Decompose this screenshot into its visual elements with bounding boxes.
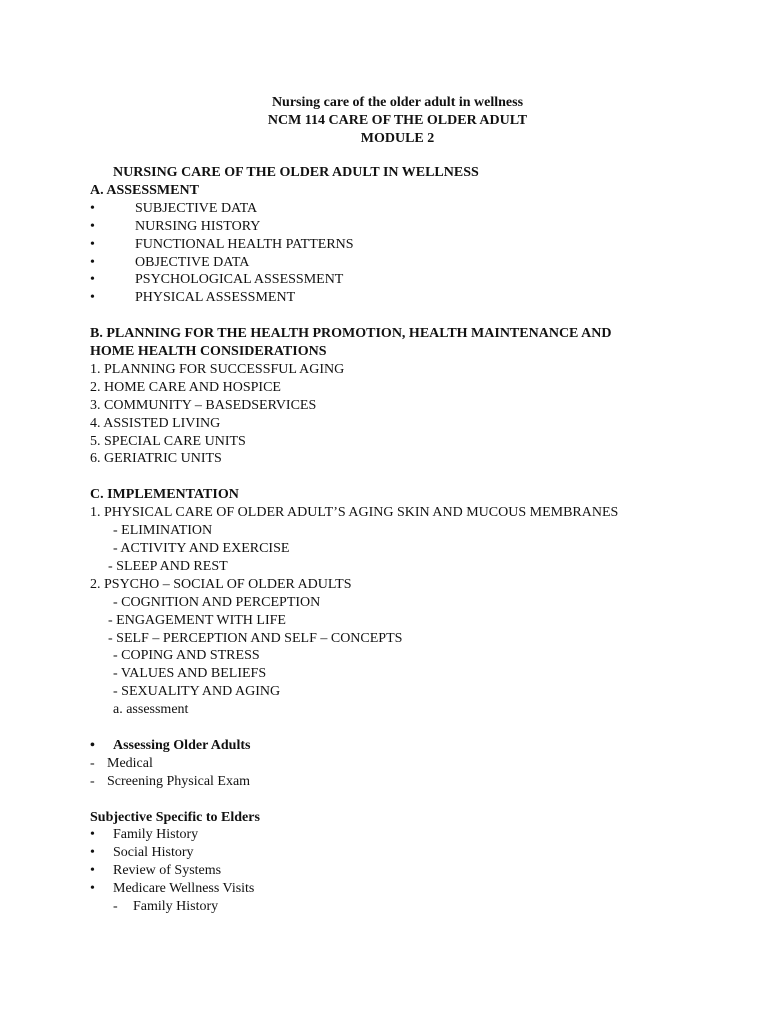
assessing-heading	[90, 737, 750, 755]
header-line-3: MODULE 2	[360, 131, 435, 146]
list-item-text: PSYCHOLOGICAL ASSESSMENT	[135, 272, 344, 288]
list-item-text: OBJECTIVE DATA	[135, 254, 250, 270]
list-item: 1. PLANNING FOR SUCCESSFUL AGING	[90, 361, 345, 377]
dash-marker: -	[113, 899, 118, 915]
list-item-text: Medicare Wellness Visits	[113, 881, 255, 897]
list-item-text: Medical	[107, 755, 153, 771]
sub-list-item: - ACTIVITY AND EXERCISE	[113, 541, 290, 556]
spacer	[90, 468, 750, 486]
dash-marker: -	[90, 773, 95, 789]
document-header	[0, 94, 768, 148]
document-body	[90, 164, 750, 916]
bullet-marker: •	[90, 236, 95, 252]
bullet-marker: •	[90, 272, 95, 288]
list-item-text: FUNCTIONAL HEALTH PATTERNS	[135, 236, 354, 252]
spacer	[90, 307, 750, 325]
list-item: 4. ASSISTED LIVING	[90, 415, 221, 431]
sub-list-item: - SEXUALITY AND AGING	[113, 684, 281, 700]
sub-list-item: - COPING AND STRESS	[113, 648, 260, 664]
list-item	[90, 826, 750, 844]
list-item-text: Family History	[133, 899, 219, 915]
list-item: 2. PSYCHO – SOCIAL OF OLDER ADULTS	[90, 576, 352, 592]
dash-marker: -	[90, 755, 95, 771]
list-item-text: SUBJECTIVE DATA	[135, 200, 258, 216]
list-item	[90, 862, 750, 880]
list-item-text: Review of Systems	[113, 863, 222, 879]
section-c-title: C. IMPLEMENTATION	[90, 487, 239, 503]
list-item	[90, 254, 750, 272]
bullet-marker: •	[90, 200, 95, 216]
list-item-text: PHYSICAL ASSESSMENT	[135, 290, 296, 306]
list-item-text: Social History	[113, 845, 194, 861]
sub-list-item: - SELF – PERCEPTION AND SELF – CONCEPTS	[108, 630, 403, 646]
assessing-title: Assessing Older Adults	[113, 737, 251, 753]
bullet-marker: •	[90, 737, 95, 753]
section-b-title-line-1: B. PLANNING FOR THE HEALTH PROMOTION, HEALTH MAINTENANCE AND	[90, 326, 612, 342]
sub-list-item-assessment: a. assessment	[113, 702, 189, 718]
sub-list-item: - ENGAGEMENT WITH LIFE	[108, 612, 286, 628]
spacer	[90, 719, 750, 737]
subjective-title: Subjective Specific to Elders	[90, 809, 260, 825]
list-item	[90, 200, 750, 218]
list-item	[90, 289, 750, 307]
bullet-marker: •	[90, 881, 95, 897]
list-item-text: Screening Physical Exam	[107, 773, 251, 789]
header-line-1: Nursing care of the older adult in wellness	[271, 95, 524, 110]
list-item	[90, 844, 750, 862]
main-title: NURSING CARE OF THE OLDER ADULT IN WELLNESS	[113, 165, 479, 180]
sub-list-item	[90, 898, 750, 916]
spacer	[90, 791, 750, 809]
list-item	[90, 880, 750, 898]
list-item: 3. COMMUNITY – BASEDSERVICES	[90, 397, 317, 413]
sub-list-item: - SLEEP AND REST	[108, 558, 228, 574]
list-item	[90, 236, 750, 254]
bullet-marker: •	[90, 845, 95, 861]
bullet-marker: •	[90, 290, 95, 306]
list-item-text: Family History	[113, 827, 199, 843]
bullet-marker: •	[90, 827, 95, 843]
list-item: 1. PHYSICAL CARE OF OLDER ADULT’S AGING SKIN AND MUCOUS MEMBRANES	[90, 505, 619, 521]
header-line-2: NCM 114 CARE OF THE OLDER ADULT	[267, 113, 528, 128]
section-a-title: A. ASSESSMENT	[90, 182, 199, 198]
sub-list-item: - ELIMINATION	[113, 523, 213, 539]
bullet-marker: •	[90, 863, 95, 879]
bullet-marker: •	[90, 218, 95, 234]
list-item: 5. SPECIAL CARE UNITS	[90, 433, 246, 449]
list-item: 6. GERIATRIC UNITS	[90, 451, 222, 467]
list-item	[90, 755, 750, 773]
list-item	[90, 773, 750, 791]
list-item	[90, 271, 750, 289]
list-item-text: NURSING HISTORY	[135, 218, 261, 234]
list-item: 2. HOME CARE AND HOSPICE	[90, 379, 281, 395]
section-b-title-line-2: HOME HEALTH CONSIDERATIONS	[90, 344, 327, 360]
bullet-marker: •	[90, 254, 95, 270]
sub-list-item: - COGNITION AND PERCEPTION	[113, 594, 321, 610]
list-item	[90, 218, 750, 236]
sub-list-item: - VALUES AND BELIEFS	[113, 666, 267, 682]
